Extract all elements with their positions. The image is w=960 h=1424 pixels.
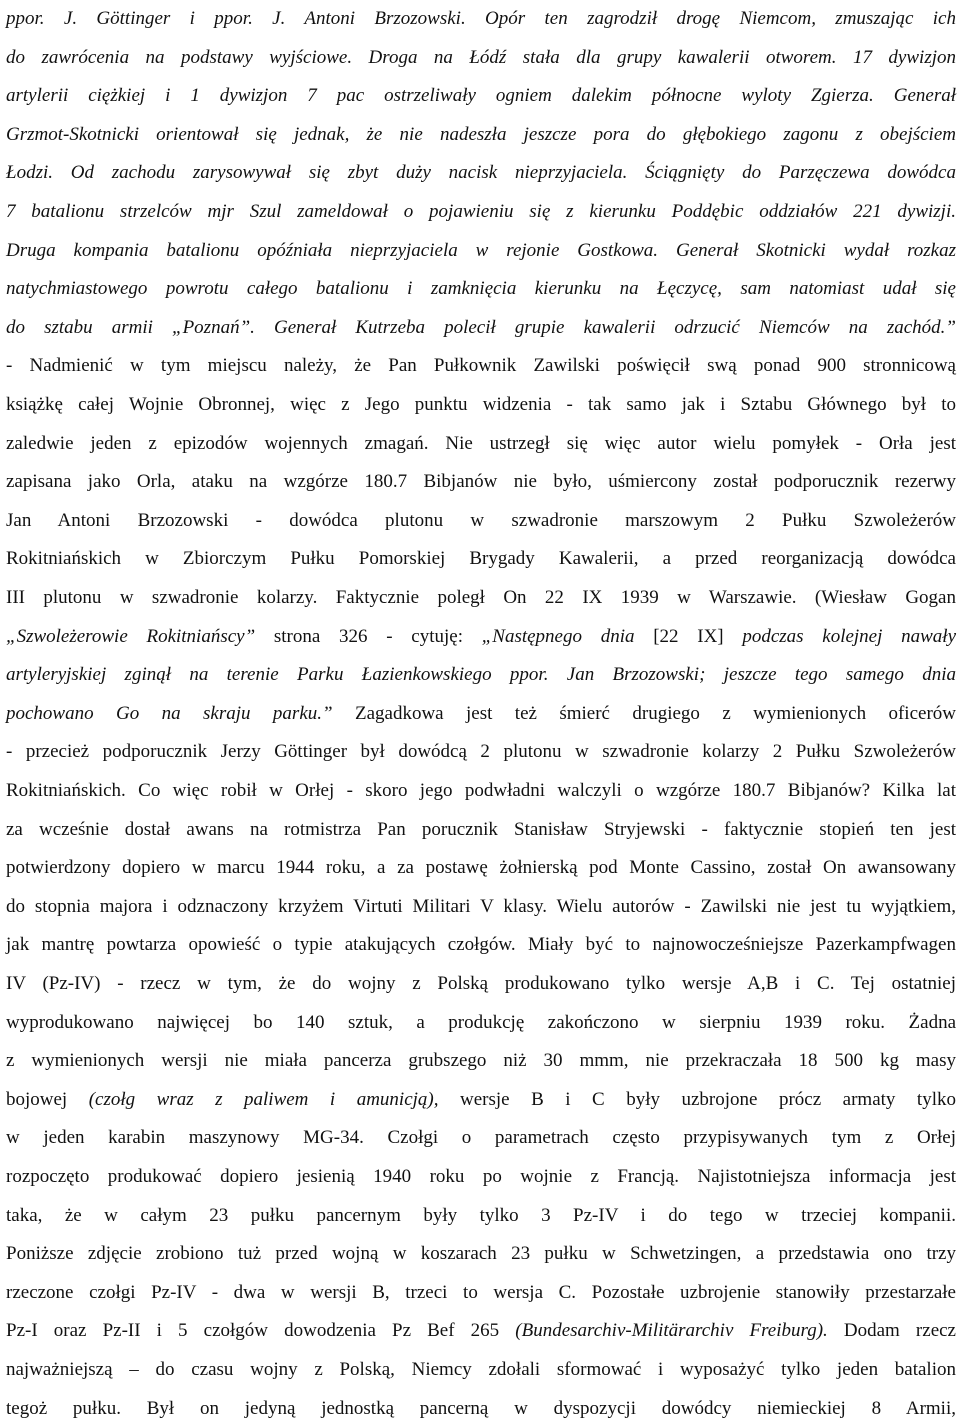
text-line (6, 892, 956, 922)
italic-text-run: Druga kompania batalionu opóźniała nieprzyjaciela w rejonie Gostkowa. Generał Skotnicki wydał rozkaz (6, 239, 956, 261)
italic-text-run: 7 batalionu strzelców mjr Szul zameldował o pojawieniu się z kierunku Poddębic oddziałów 221 dywizji. (6, 201, 956, 222)
text-run: Dodam rzecz (827, 1320, 956, 1342)
text-line (6, 4, 956, 34)
italic-text-run: „Szwoleżerowie Rokitniańscy” (6, 625, 256, 647)
text-line (6, 1394, 956, 1424)
text-line (6, 197, 956, 227)
text-line (6, 81, 956, 111)
text-line (6, 429, 956, 459)
text-run: Rokitniańskich w Zbiorczym Pułku Pomorskiej Brygady Kawalerii, a przed reorganizacją dowódca (6, 548, 956, 570)
text-line (6, 1201, 956, 1231)
text-line (6, 1162, 956, 1192)
text-run: z wymienionych wersji nie miała pancerza grubszego niż 30 mmm, nie przekraczała 18 500 kg masy (6, 1050, 956, 1072)
italic-text-run: „Następnego dnia (481, 625, 635, 647)
text-line (6, 969, 956, 999)
text-run: zaledwie jeden z epizodów wojennych zmagań. Nie ustrzegł się więc autor wielu pomyłek - Orła jest (6, 432, 956, 454)
text-run: wyprodukowano najwięcej bo 140 sztuk, a produkcję zakończono w sierpniu 1939 roku. Żadna (6, 1011, 956, 1033)
italic-text-run: pochowano Go na skraju parku.” (6, 702, 333, 724)
text-run: wersje B i C były uzbrojone prócz armaty tylko (438, 1088, 956, 1110)
text-line (6, 43, 956, 73)
text-line (6, 313, 956, 343)
text-line (6, 506, 956, 536)
text-line (6, 467, 956, 497)
text-run: IV (Pz-IV) - rzecz w tym, że do wojny z Polską produkowano tylko wersje A,B i C. Tej ostatniej (6, 973, 956, 994)
text-run: [22 IX] (634, 625, 743, 647)
text-line (6, 1316, 956, 1346)
text-run: za wcześnie dostał awans na rotmistrza Pan porucznik Stanisław Stryjewski - faktycznie stopień ten jest (6, 818, 956, 840)
text-line (6, 274, 956, 304)
text-line (6, 1355, 956, 1385)
text-run: III plutonu w szwadronie kolarzy. Faktycznie poległ On 22 IX 1939 w Warszawie. (Wiesław Gogan (6, 587, 956, 608)
text-run: Zagadkowa jest też śmierć drugiego z wymienionych oficerów (332, 702, 956, 724)
text-run: do stopnia majora i odznaczony krzyżem Virtuti Militari V klasy. Wielu autorów - Zawilski nie jest tu wyjątkiem, (6, 895, 956, 917)
text-line (6, 930, 956, 960)
text-run: bojowej (6, 1088, 89, 1110)
text-line (6, 351, 956, 381)
text-line (6, 1008, 956, 1038)
italic-text-run: Grzmot-Skotnicki orientował się jednak, że nie nadeszła jeszcze pora do głębokiego zagonu z obejściem (6, 123, 956, 145)
text-line (6, 1239, 956, 1269)
text-line (6, 853, 956, 883)
italic-text-run: natychmiastowego powrotu całego batalionu i zamknięcia kierunku na Łęczycę, sam natomiast udał się (6, 278, 956, 300)
text-run: Poniższe zdjęcie zrobiono tuż przed wojną w koszarach 23 pułku w Schwetzingen, a przedstawia ono trzy (6, 1243, 956, 1265)
text-run: w jeden karabin maszynowy MG-34. Czołgi o parametrach często przypisywanych tym z Orłej (6, 1127, 956, 1149)
italic-text-run: podczas kolejnej nawały (742, 625, 956, 647)
italic-text-run: do sztabu armii „Poznań”. Generał Kutrzeba polecił grupie kawalerii odrzucić Niemców na zachód.” (6, 316, 956, 338)
text-run: tegoż pułku. Był on jedyną jednostką pancerną w dyspozycji dowódcy niemieckiej 8 Armii, (6, 1397, 956, 1419)
italic-text-run: do zawrócenia na podstawy wyjściowe. Droga na Łódź stała dla grupy kawalerii otworem. 17 dywizjon (6, 46, 956, 68)
text-line (6, 236, 956, 266)
text-line (6, 1085, 956, 1115)
text-line (6, 158, 956, 188)
text-run: Pz-I oraz Pz-II i 5 czołgów dowodzenia Pz Bef 265 (6, 1320, 516, 1342)
text-run: rzeczone czołgi Pz-IV - dwa w wersji B, trzeci to wersja C. Pozostałe uzbrojenie stanowiły przestarzałe (6, 1281, 956, 1303)
text-run: Rokitniańskich. Co więc robił w Orłej - skoro jego podwładni walczyli o wzgórze 180.7 Bibjanów? Kilka lat (6, 780, 956, 801)
text-run: rozpoczęto produkować dopiero jesienią 1940 roku po wojnie z Francją. Najistotniejsza informacja jest (6, 1166, 956, 1187)
text-line (6, 120, 956, 150)
text-line (6, 776, 956, 806)
text-line (6, 1123, 956, 1153)
text-line (6, 544, 956, 574)
text-run: strona 326 - cytuję: (255, 625, 482, 647)
text-line (6, 815, 956, 845)
text-line (6, 660, 956, 690)
italic-text-run: (czołg wraz z paliwem i amunicją), (88, 1088, 439, 1110)
text-run: zapisana jako Orla, ataku na wzgórze 180.7 Bibjanów nie było, uśmiercony został podporucznik rezerwy (6, 471, 956, 493)
text-run: Jan Antoni Brzozowski - dowódca plutonu w szwadronie marszowym 2 Pułku Szwoleżerów (6, 509, 956, 531)
text-line (6, 583, 956, 613)
text-run: potwierdzony dopiero w marcu 1944 roku, a za postawę żołnierską pod Monte Cassino, został On awansowany (6, 857, 956, 879)
italic-text-run: (Bundesarchiv-Militärarchiv Freiburg). (515, 1320, 828, 1342)
text-line (6, 390, 956, 420)
text-line (6, 699, 956, 729)
text-line (6, 737, 956, 767)
italic-text-run: artylerii ciężkiej i 1 dywizjon 7 pac ostrzeliwały ogniem dalekim północne wyloty Zgierza. Generał (6, 85, 956, 107)
text-run: - przecież podporucznik Jerzy Göttinger był dowódcą 2 plutonu w szwadronie kolarzy 2 Pułku Szwoleżerów (6, 741, 956, 763)
text-run: książkę całej Wojnie Obronnej, więc z Jego punktu widzenia - tak samo jak i Sztabu Głównego był to (6, 394, 956, 415)
text-line (6, 1046, 956, 1076)
text-run: najważniejszą – do czasu wojny z Polską, Niemcy zdołali sformować i wyposażyć tylko jeden batalion (6, 1359, 956, 1380)
text-run: - Nadmienić w tym miejscu należy, że Pan Pułkownik Zawilski poświęcił swą ponad 900 stronnicową (6, 355, 956, 377)
text-line (6, 622, 956, 652)
italic-text-run: artyleryjskiej zginął na terenie Parku Łazienkowskiego ppor. Jan Brzozowski; jeszcze tego samego dnia (6, 664, 956, 686)
italic-text-run: ppor. J. Göttinger i ppor. J. Antoni Brzozowski. Opór ten zagrodził drogę Niemcom, zmuszając ich (6, 8, 956, 29)
text-line (6, 1278, 956, 1308)
text-run: jak mantrę powtarza opowieść o typie atakujących czołgów. Miały być to najnowocześniejsze Pazerkampfwagen (6, 934, 956, 956)
italic-text-run: Łodzi. Od zachodu zarysowywał się zbyt duży nacisk nieprzyjaciela. Ściągnięty do Parzęczewa dowódca (6, 162, 956, 184)
text-run: taka, że w całym 23 pułku pancernym były tylko 3 Pz-IV i do tego w trzeciej kompanii. (6, 1204, 956, 1226)
